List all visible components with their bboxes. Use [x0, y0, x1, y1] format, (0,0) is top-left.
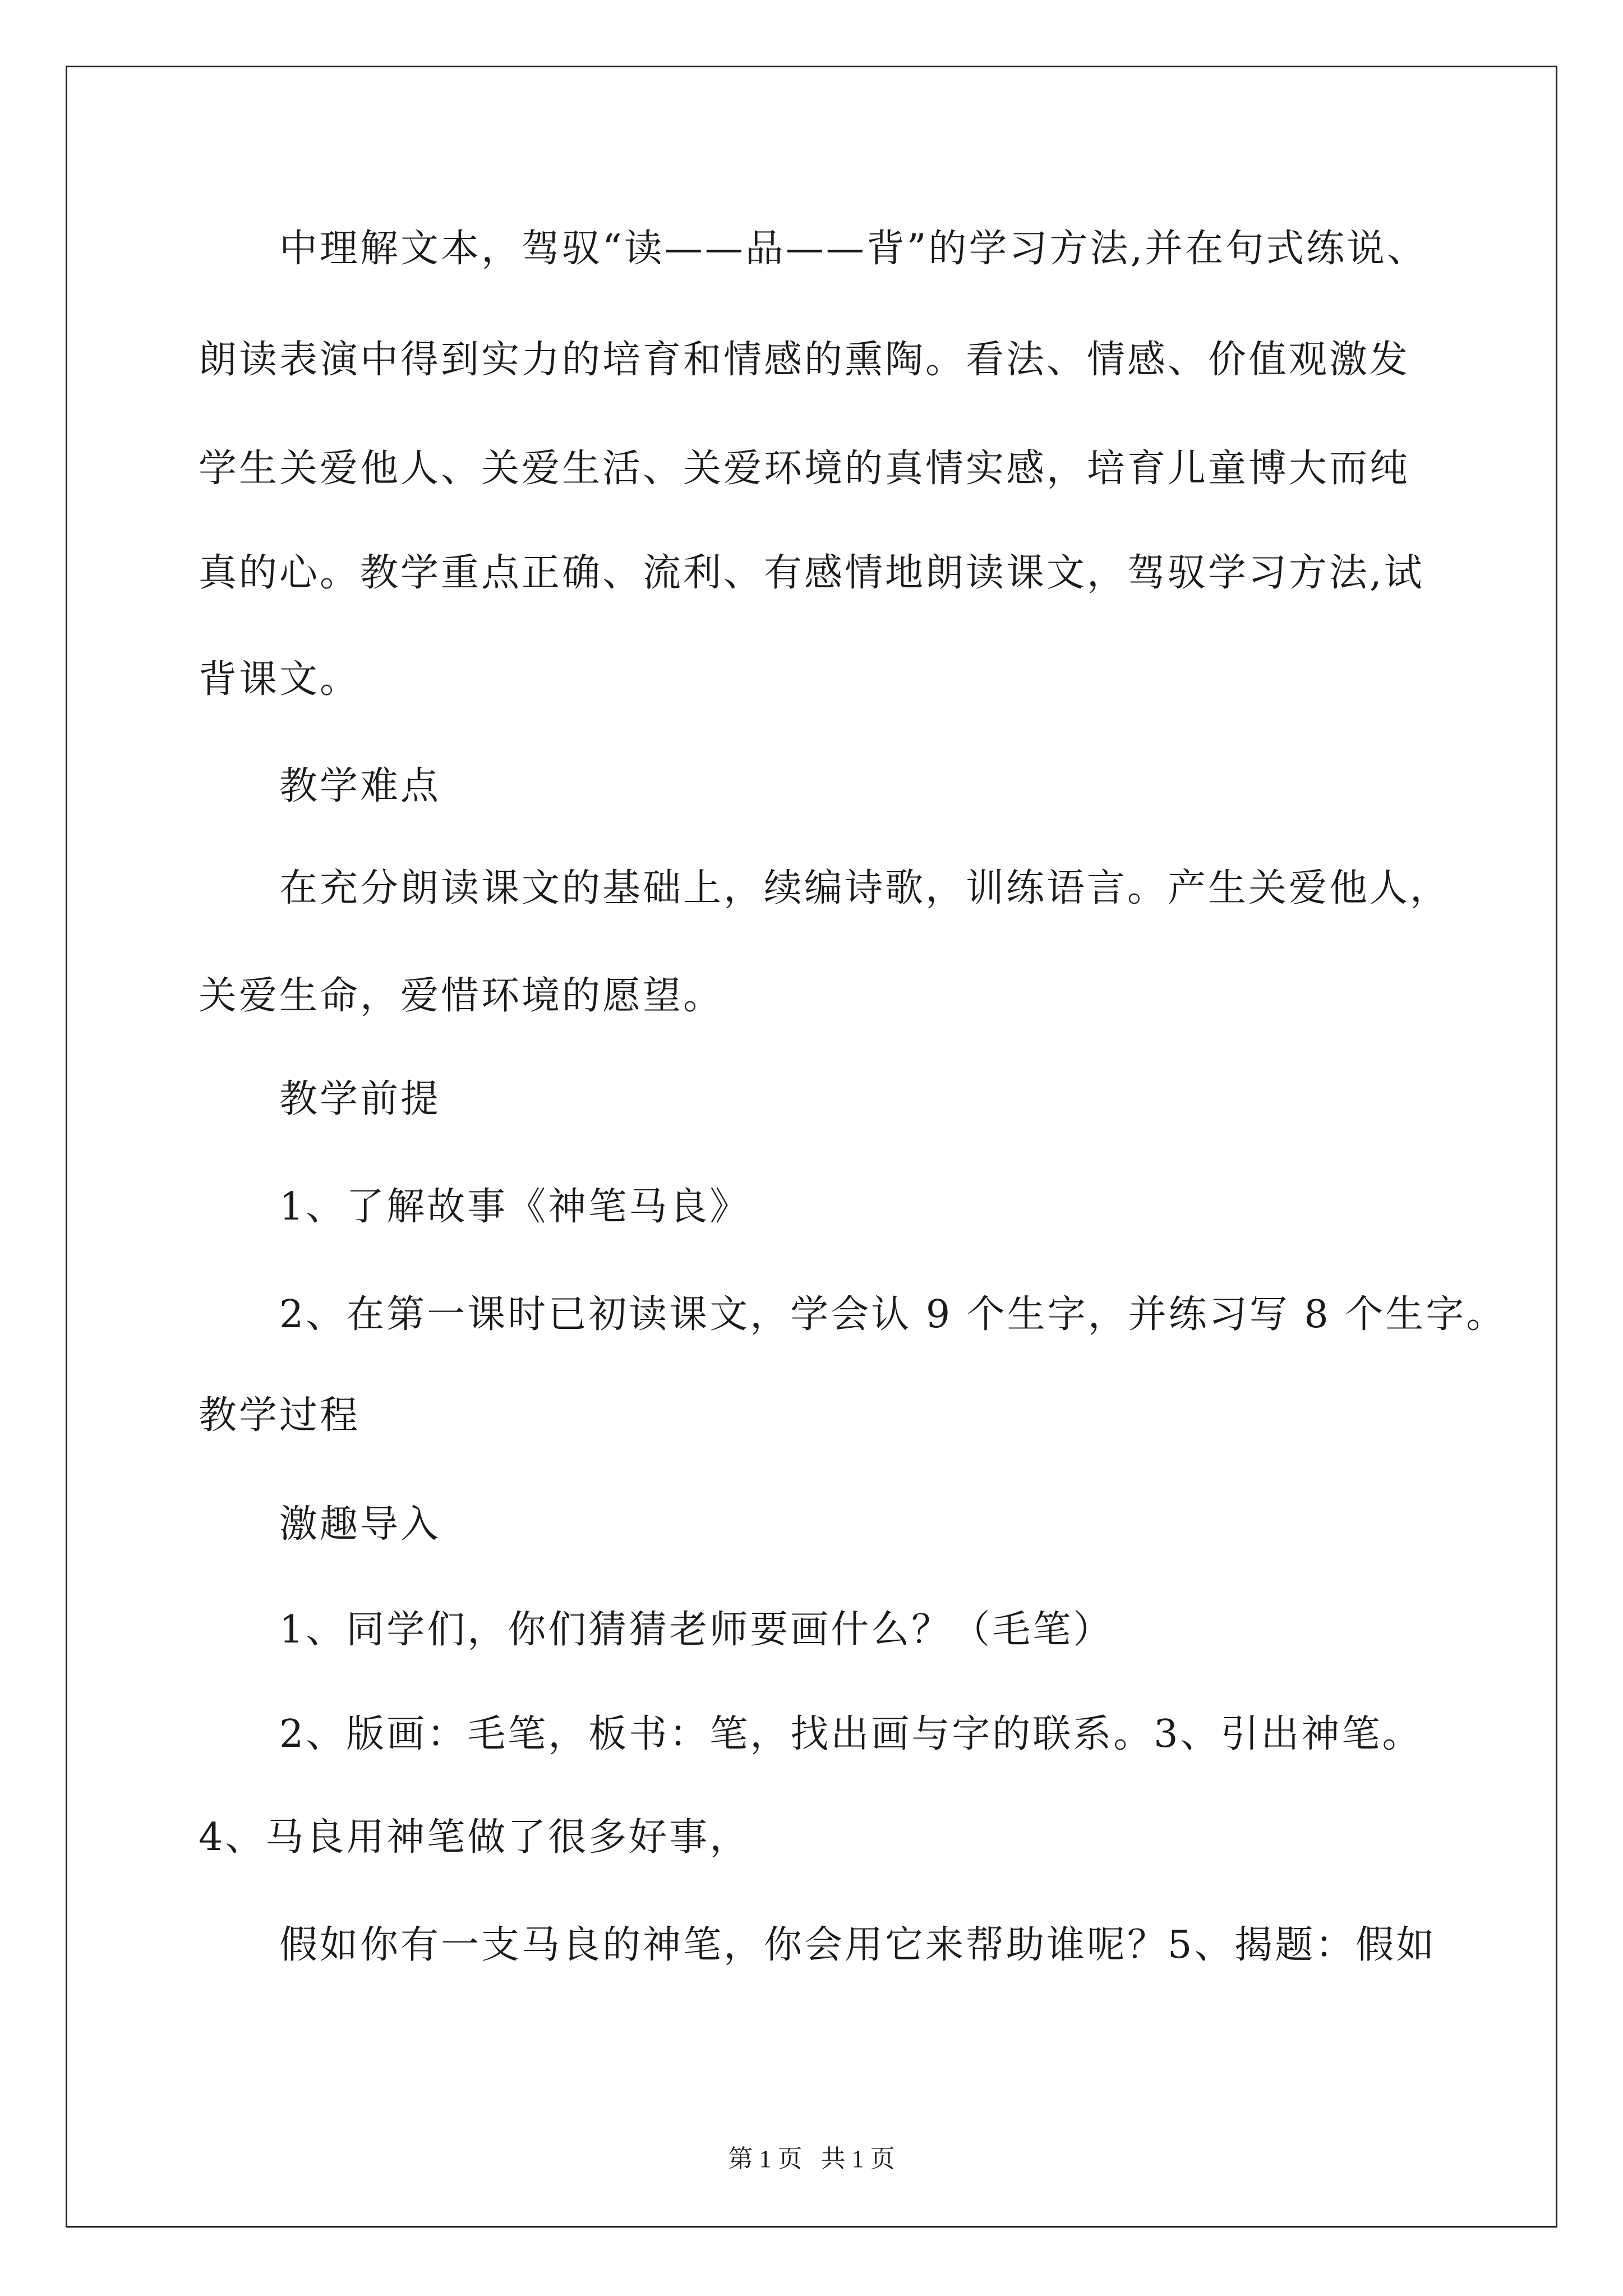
page-border: [66, 66, 1557, 2228]
step-item-1: 1、同学们，你们猜猜老师要画什么？（毛笔）: [279, 1608, 1114, 1652]
page-number-footer: 第 1 页 共 1 页: [728, 2145, 895, 2173]
heading-teaching-prerequisite: 教学前提: [279, 1077, 441, 1121]
paragraph-line-4: 真的心。教学重点正确、流利、有感情地朗读课文，驾驭学习方法,试: [199, 551, 1424, 595]
paragraph-line-17: 假如你有一支马良的神笔，你会用它来帮助谁呢？5、揭题：假如: [279, 1923, 1437, 1967]
heading-teaching-difficulty: 教学难点: [279, 764, 441, 808]
paragraph-line-5: 背课文。: [199, 657, 361, 702]
step-item-4: 4、马良用神笔做了很多好事，: [199, 1815, 750, 1860]
paragraph-line-7: 在充分朗读课文的基础上，续编诗歌，训练语言。产生关爱他人，: [279, 866, 1451, 910]
paragraph-line-3: 学生关爱他人、关爱生活、关爱环境的真情实感，培育儿童博大而纯: [199, 447, 1410, 491]
heading-introduction: 激趣导入: [279, 1502, 441, 1547]
heading-teaching-process: 教学过程: [199, 1393, 361, 1438]
list-item-1: 1、了解故事《神笔马良》: [279, 1185, 750, 1229]
step-item-2: 2、版画：毛笔，板书：笔，找出画与字的联系。3、引出神笔。: [279, 1712, 1423, 1756]
paragraph-line-2: 朗读表演中得到实力的培育和情感的熏陶。看法、情感、价值观激发: [199, 338, 1410, 382]
paragraph-line-8: 关爱生命，爱惜环境的愿望。: [199, 974, 724, 1018]
paragraph-line-1: 中理解文本，驾驭“读——品——背”的学习方法,并在句式练说、: [279, 227, 1428, 271]
list-item-2: 2、在第一课时已初读课文，学会认 9 个生字，并练习写 8 个生字。: [279, 1292, 1507, 1337]
